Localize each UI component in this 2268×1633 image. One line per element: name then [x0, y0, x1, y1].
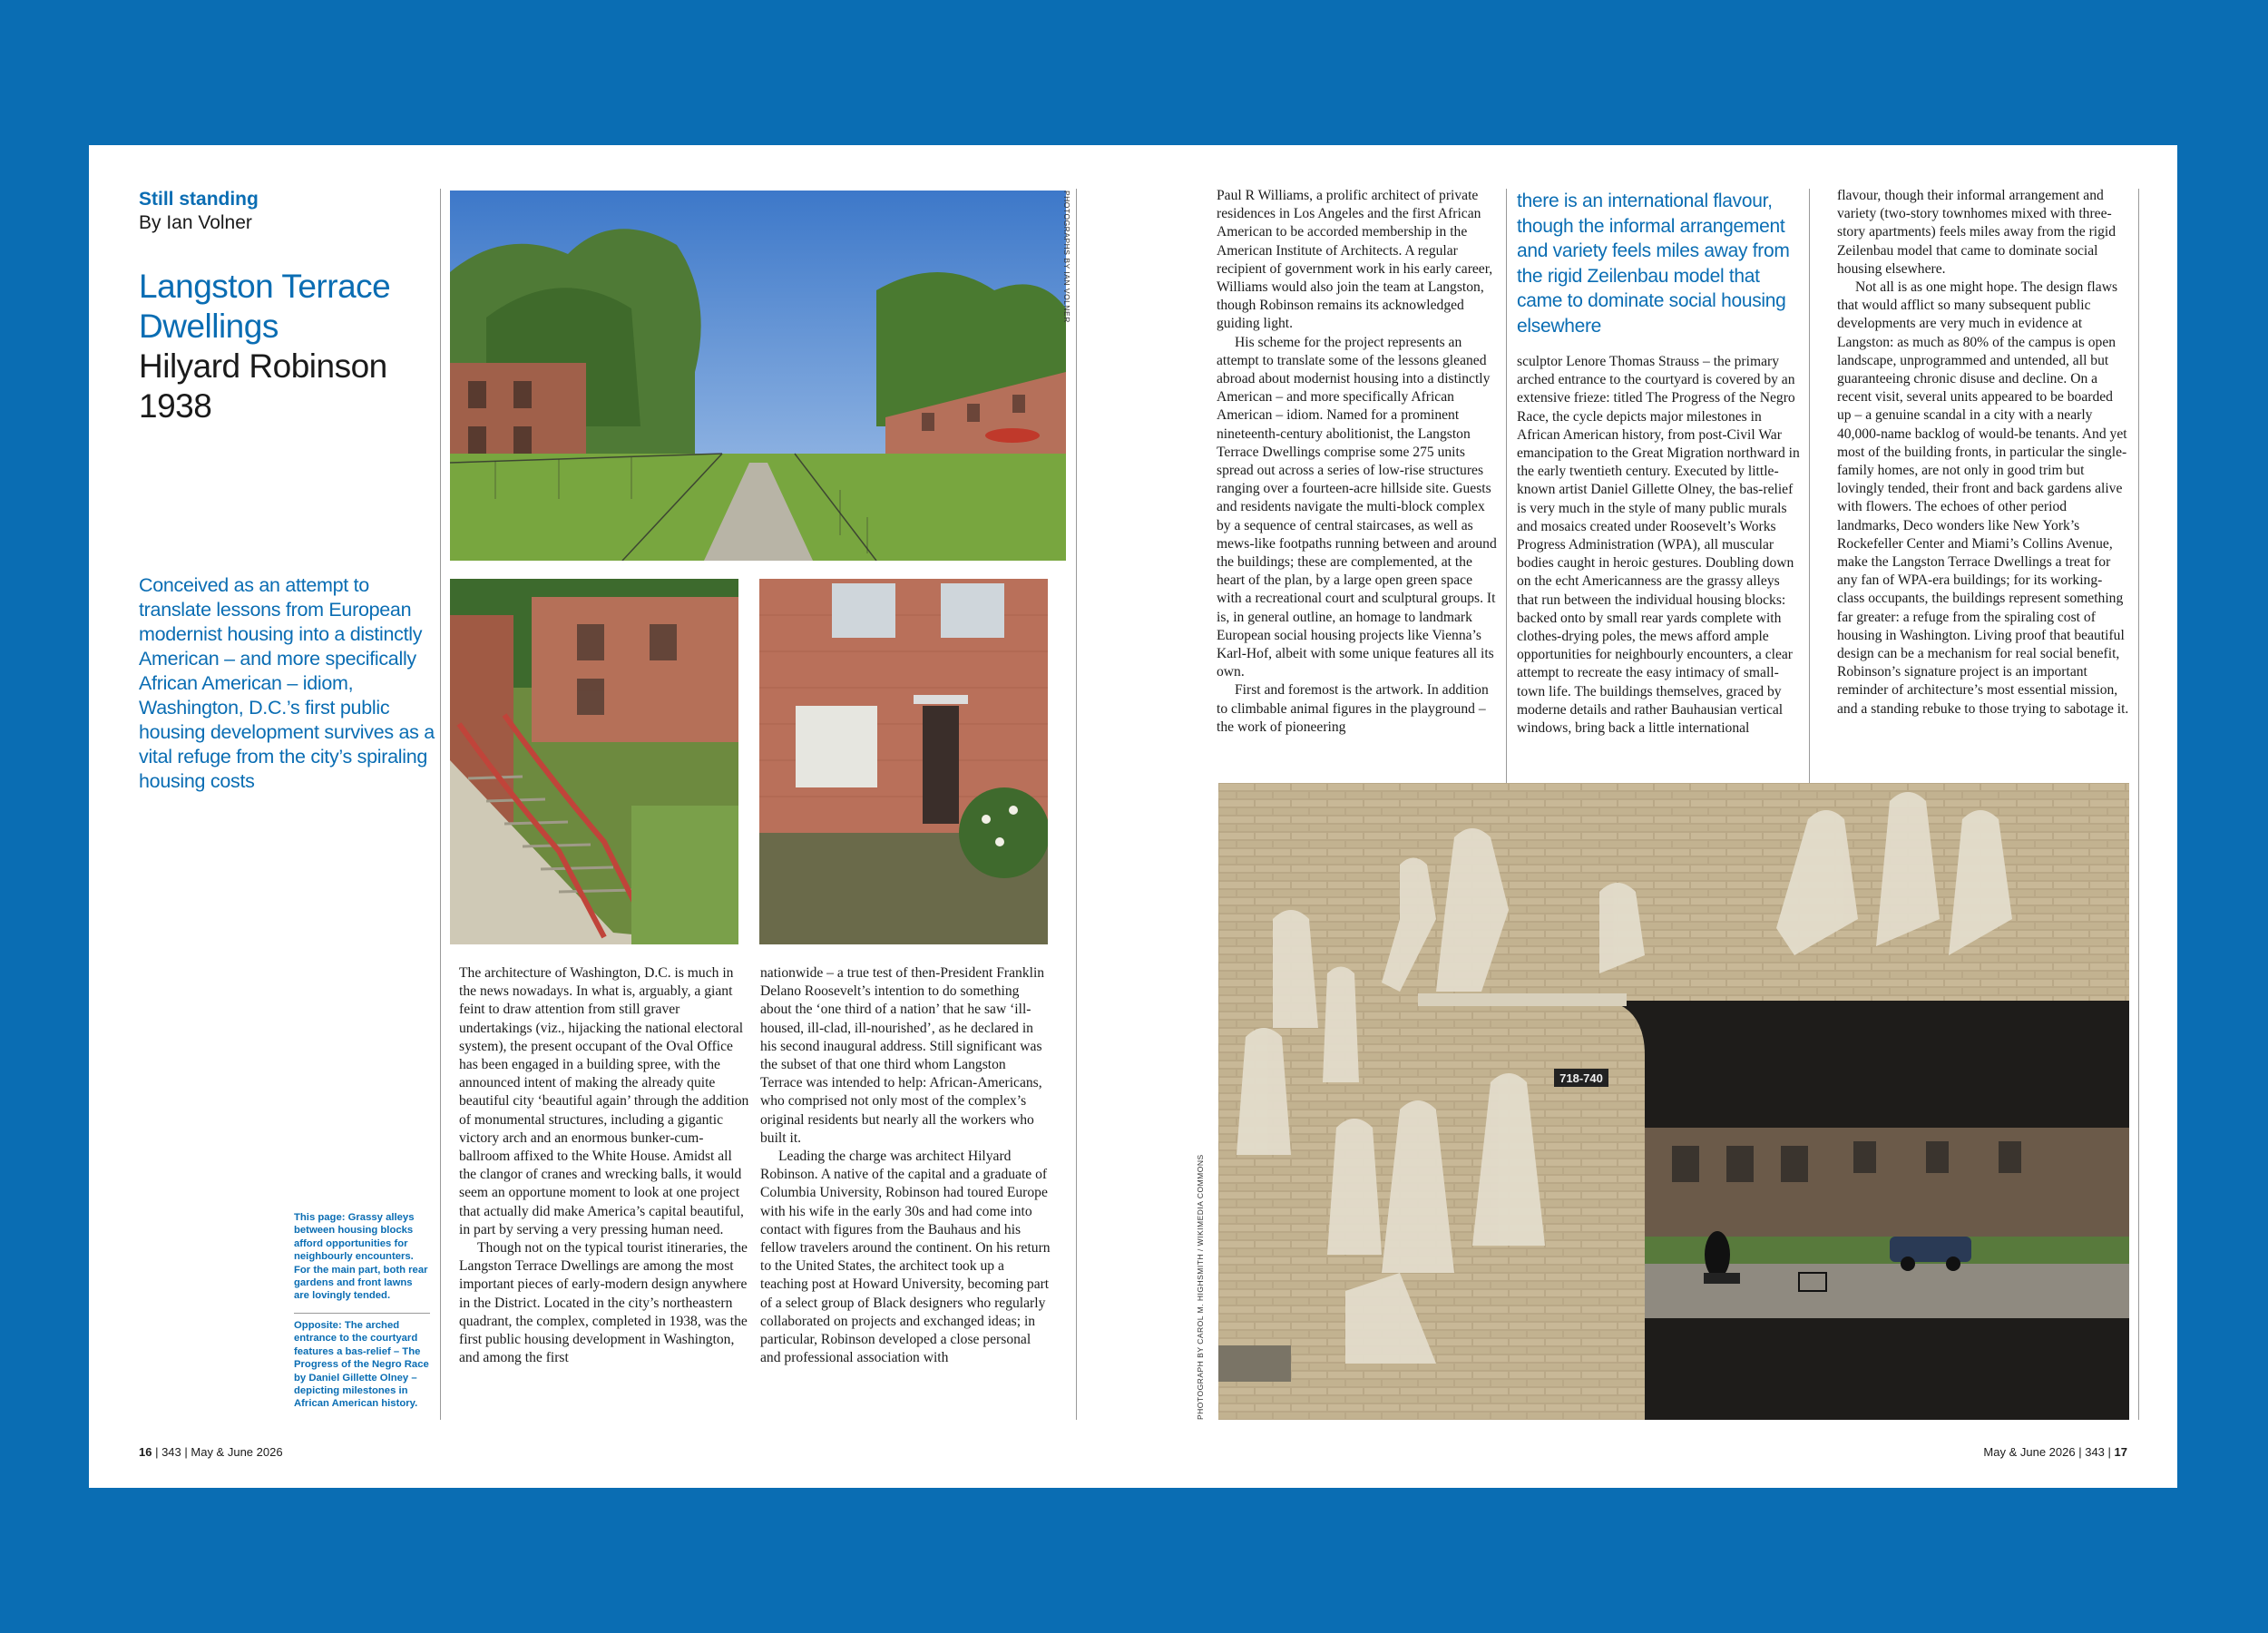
column-rule [1506, 189, 1507, 783]
photo-credit-left: PHOTOGRAPHS BY IAN VOLNER [1062, 191, 1071, 323]
photo-grassy-alley [450, 191, 1066, 561]
article-title [139, 267, 390, 347]
paragraph: Though not on the typical tourist itineraries, the Langston Terrace Dwellings are among the most important pieces of early-modern design anywhere in the District. Located in the city’s northeastern quadrant, the complex, completed in 1938, was the first public housing development in Washington, and among the first [459, 1240, 748, 1366]
paragraph: flavour, though their informal arrangement and variety (two-story townhomes mixed with three-story apartments) feels miles away from the rigid Zeilenbau model that came to dominate social housing elsewhere. [1837, 188, 2116, 277]
issue-number: 343 [161, 1445, 181, 1459]
paragraph: First and foremost is the artwork. In addition to climbable animal figures in the playground – the work of pioneering [1217, 682, 1489, 735]
column-rule [1809, 189, 1810, 783]
column-rule [2138, 189, 2139, 1420]
body-column-3 [1217, 187, 1500, 737]
paragraph: sculptor Lenore Thomas Strauss – the primary arched entrance to the courtyard is covered by an extensive frieze: titled The Progress of the Negro Race, the cycle depicts major milestones in African American history, from post-Civil War emancipation to the Great Migration northward in the early twentieth century. Executed by little-known artist Daniel Gillette Olney, the bas-relief is very much in the style of many public murals and mosaics created under Roosevelt’s Works Progress Administration (WPA), all muscular bodies caught in heroic gestures. Doubling down on the echt Americanness are the grassy alleys that run between the individual housing blocks: backed onto by small rear yards complete with clothes-drying poles, the mews afford ample opportunities for neighbourly encounters, a clear attempt to recreate the easy intimacy of small-town life. The buildings themselves, graced by moderne details and rather Bauhausian vertical windows, bring back a little international [1517, 354, 1800, 737]
column-rule [440, 189, 441, 1420]
caption-opposite: Opposite: The arched entrance to the courtyard features a bas-relief – The Progress of the Negro Race by Daniel Gillette Olney – depicting milestones in African American history. [294, 1320, 429, 1410]
folio-left: 16 | 343 | May & June 2026 [139, 1445, 283, 1459]
folio-right: May & June 2026 | 343 | 17 [1983, 1445, 2127, 1459]
body-column-5 [1837, 187, 2129, 719]
paragraph: His scheme for the project represents an attempt to translate some of the lessons gleaned abroad about modernist housing into a distinctly American – and more specifically African American – idiom. Named for a prominent nineteenth-century abolitionist, the Langston Terrace Dwellings comprise some 275 units spread out across a series of low-rise structures ranging over a fourteen-acre hillside site. Guests and residents navigate the multi-block complex by a sequence of central staircases, as well as mews-like footpaths running between and around the buildings; these are complemented, at the heart of the plan, by a large open green space with a recreational court and sculptural groups. It is, in general outline, an homage to landmark European social housing projects like Vienna’s Karl-Hof, albeit with some unique features all its own. [1217, 334, 1497, 680]
build-year: 1938 [139, 387, 212, 425]
byline: By Ian Volner [139, 212, 252, 233]
issue-number: 343 [2085, 1445, 2105, 1459]
pull-quote: there is an international flavour, though the informal arrangement and variety feels miles away from the rigid Zeilenbau model that came to dominate social housing elsewhere [1517, 191, 1790, 337]
column-rule [1076, 189, 1077, 1420]
magazine-spread [89, 145, 2177, 1488]
paragraph: Paul R Williams, a prolific architect of private residences in Los Angeles and the first African American to be accorded membership in the American Institute of Architects. A regular recipient of government work in his early career, Williams would also join the team at Langston, though Robinson remains its acknowledged guiding light. [1217, 188, 1493, 332]
issue-date: May & June 2026 [1983, 1445, 2076, 1459]
caption-this-page: This page: Grassy alleys between housing blocks afford opportunities for neighbourly encounters. For the main part, both rear gardens and front lawns are lovingly tended. [294, 1212, 428, 1302]
page-number: 16 [139, 1445, 152, 1459]
paragraph: Leading the charge was architect Hilyard Robinson. A native of the capital and a graduate of Columbia University, Robinson had toured Europe with his wife in the early 30s and had come into contact with figures from the Bauhaus and his fellow travelers around the continent. On his return to the United States, the architect took up a teaching post at Howard University, becoming part of a select group of Black designers who regularly collaborated on projects and exchanged ideas; in particular, Robinson developed a close personal and professional association with [760, 1149, 1051, 1366]
address-sign-text: 718-740 [1559, 1071, 1603, 1085]
body-column-2 [760, 964, 1051, 1367]
page-number: 17 [2114, 1445, 2127, 1459]
photo-house-front [759, 579, 1048, 944]
section-label: Still standing [139, 189, 259, 210]
body-column-4 [1517, 353, 1802, 738]
body-column-1 [459, 964, 749, 1367]
architect-name: Hilyard Robinson [139, 347, 387, 385]
photo-bas-relief-archway [1218, 783, 2129, 1420]
title-line-2: Dwellings [139, 308, 279, 345]
title-line-1: Langston Terrace [139, 268, 391, 305]
issue-date: May & June 2026 [191, 1445, 283, 1459]
paragraph: nationwide – a true test of then-President Franklin Delano Roosevelt’s intention to do something about the ‘one third of a nation’ that he saw ‘ill-housed, ill-clad, ill-nourished’, as he declared in his second inaugural address. Still significant was the subset of that one third whom Langston Terrace was intended to help: African-Americans, who comprised not only most of the complex’s original residents but nearly all the workers who built it. [760, 965, 1045, 1146]
photo-credit-right: PHOTOGRAPH BY CAROL M. HIGHSMITH / WIKIMEDIA COMMONS [1196, 1154, 1205, 1420]
paragraph: Not all is as one might hope. The design flaws that would afflict so many subsequent public developments are very much in evidence at Langston: as much as 80% of the campus is open landscape, unprogrammed and untended, all but guaranteeing chronic disuse and decline. On a recent visit, several units appeared to be boarded up – a genuine scandal in a city with a nearly 40,000-name backlog of would-be tenants. And yet most of the building fronts, in particular the single-family homes, are not only in good trim but lovingly tended, their front and back gardens alive with flowers. The echoes of other period landmarks, Deco wonders like New York’s Rockefeller Center and Miami’s Collins Avenue, make the Langston Terrace Dwellings a treat for any fan of WPA-era buildings; for its working-class occupants, the buildings represent something far greater: a refuge from the spiraling cost of housing in Washington. Living proof that beautiful design can be a mechanism for real social benefit, Robinson’s signature project is an important reminder of architecture’s most essential mission, and a standing rebuke to those trying to sabotage it. [1837, 279, 2129, 717]
photo-staircase [450, 579, 738, 944]
caption-divider [294, 1313, 430, 1314]
paragraph: The architecture of Washington, D.C. is much in the news nowadays. In what is, arguably, a giant feint to draw attention from still graver undertakings (viz., hijacking the national electoral system), the present occupant of the Oval Office has been engaged in a building spree, with the announced intent of making the already quite beautiful city ‘beautiful again’ through the addition of monumental structures, including a gigantic victory arch and an enormous bunker-cum-ballroom affixed to the White House. Amidst all the clangor of cranes and wrecking balls, it would seem an opportune moment to look at one project that actually did make America’s capital beautiful, in part by serving a very pressing human need. [459, 965, 749, 1237]
standfirst: Conceived as an attempt to translate lessons from European modernist housing into a distinctly American – and more specifically African American – idiom, Washington, D.C.’s first public housing development survives as a vital refuge from the city’s spiraling housing costs [139, 574, 435, 792]
